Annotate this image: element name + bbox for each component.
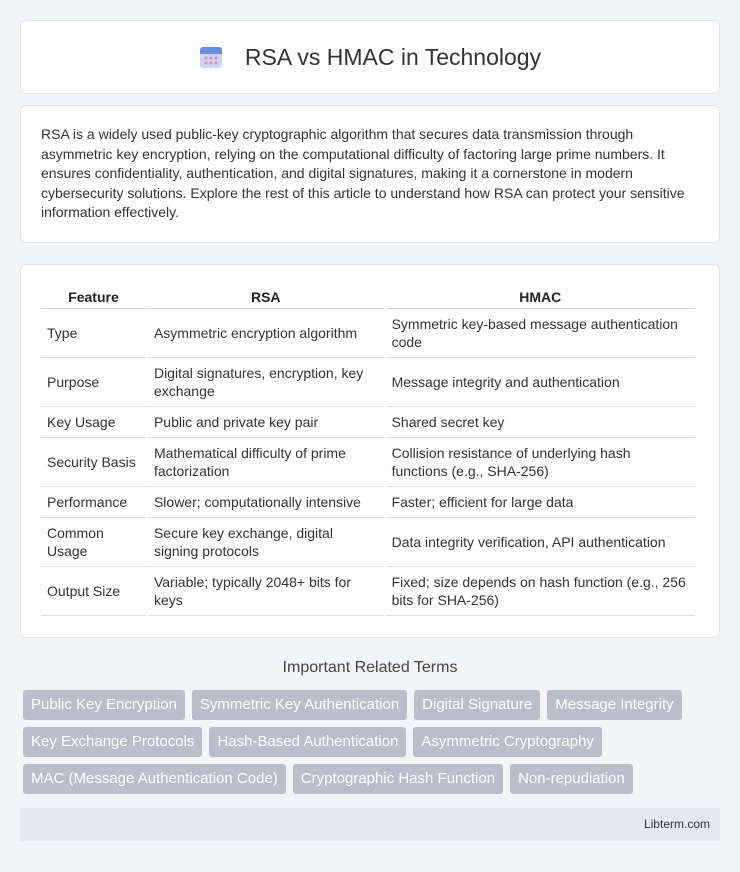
hmac-cell: Message integrity and authentication bbox=[386, 358, 695, 407]
header-card bbox=[20, 20, 720, 94]
feature-cell: Type bbox=[41, 309, 146, 358]
feature-cell: Security Basis bbox=[41, 438, 146, 487]
tag-row bbox=[23, 764, 723, 794]
feature-cell: Common Usage bbox=[41, 518, 146, 567]
footer bbox=[20, 808, 720, 841]
header-feature: Feature bbox=[41, 285, 146, 309]
related-term-tag[interactable]: Cryptographic Hash Function bbox=[293, 764, 503, 794]
feature-cell: Purpose bbox=[41, 358, 146, 407]
hmac-cell: Symmetric key-based message authentication code bbox=[386, 309, 695, 358]
intro-card bbox=[20, 105, 720, 243]
intro-text: RSA is a widely used public-key cryptographic algorithm that secures data transmission through asymmetric key encryption, relying on the computational difficulty of factoring large prime numbers. It ensures confidentiality, authentication, and digital signatures, making it a cornerstone in modern cybersecurity solutions. Explore the rest of this article to understand how RSA can protect your sensitive information effectively. bbox=[41, 126, 685, 221]
rsa-cell: Slower; computationally intensive bbox=[148, 487, 384, 518]
related-term-tag[interactable]: Hash-Based Authentication bbox=[209, 727, 406, 757]
table-row bbox=[41, 407, 695, 438]
header-hmac: HMAC bbox=[386, 285, 695, 309]
related-terms-title: Important Related Terms bbox=[282, 659, 458, 676]
hmac-cell: Faster; efficient for large data bbox=[386, 487, 695, 518]
feature-cell: Performance bbox=[41, 487, 146, 518]
hmac-cell: Fixed; size depends on hash function (e.g., 256 bits for SHA-256) bbox=[386, 567, 695, 616]
rsa-cell: Variable; typically 2048+ bits for keys bbox=[148, 567, 384, 616]
related-term-tag[interactable]: Non-repudiation bbox=[510, 764, 633, 794]
comparison-table bbox=[39, 285, 697, 616]
related-term-tag[interactable]: Message Integrity bbox=[547, 690, 681, 720]
feature-cell: Output Size bbox=[41, 567, 146, 616]
table-row bbox=[41, 487, 695, 518]
related-term-tag[interactable]: Public Key Encryption bbox=[23, 690, 185, 720]
tag-row bbox=[23, 727, 723, 757]
related-term-tag[interactable]: Digital Signature bbox=[414, 690, 540, 720]
rsa-cell: Digital signatures, encryption, key exchange bbox=[148, 358, 384, 407]
calendar-icon bbox=[199, 45, 223, 69]
table-row bbox=[41, 518, 695, 567]
related-term-tag[interactable]: Symmetric Key Authentication bbox=[192, 690, 407, 720]
header-rsa: RSA bbox=[148, 285, 384, 309]
table-row bbox=[41, 438, 695, 487]
table-row bbox=[41, 358, 695, 407]
tag-row bbox=[23, 690, 723, 720]
table-row bbox=[41, 309, 695, 358]
hmac-cell: Shared secret key bbox=[386, 407, 695, 438]
related-terms-list bbox=[23, 690, 723, 801]
footer-site-link[interactable]: Libterm.com bbox=[643, 817, 710, 831]
related-term-tag[interactable]: Asymmetric Cryptography bbox=[413, 727, 602, 757]
rsa-cell: Mathematical difficulty of prime factorization bbox=[148, 438, 384, 487]
page-title: RSA vs HMAC in Technology bbox=[244, 43, 542, 70]
related-term-tag[interactable]: MAC (Message Authentication Code) bbox=[23, 764, 286, 794]
hmac-cell: Data integrity verification, API authentication bbox=[386, 518, 695, 567]
rsa-cell: Secure key exchange, digital signing protocols bbox=[148, 518, 384, 567]
hmac-cell: Collision resistance of underlying hash functions (e.g., SHA-256) bbox=[386, 438, 695, 487]
feature-cell: Key Usage bbox=[41, 407, 146, 438]
rsa-cell: Public and private key pair bbox=[148, 407, 384, 438]
related-term-tag[interactable]: Key Exchange Protocols bbox=[23, 727, 202, 757]
comparison-table-card bbox=[20, 264, 720, 638]
rsa-cell: Asymmetric encryption algorithm bbox=[148, 309, 384, 358]
table-row bbox=[41, 567, 695, 616]
